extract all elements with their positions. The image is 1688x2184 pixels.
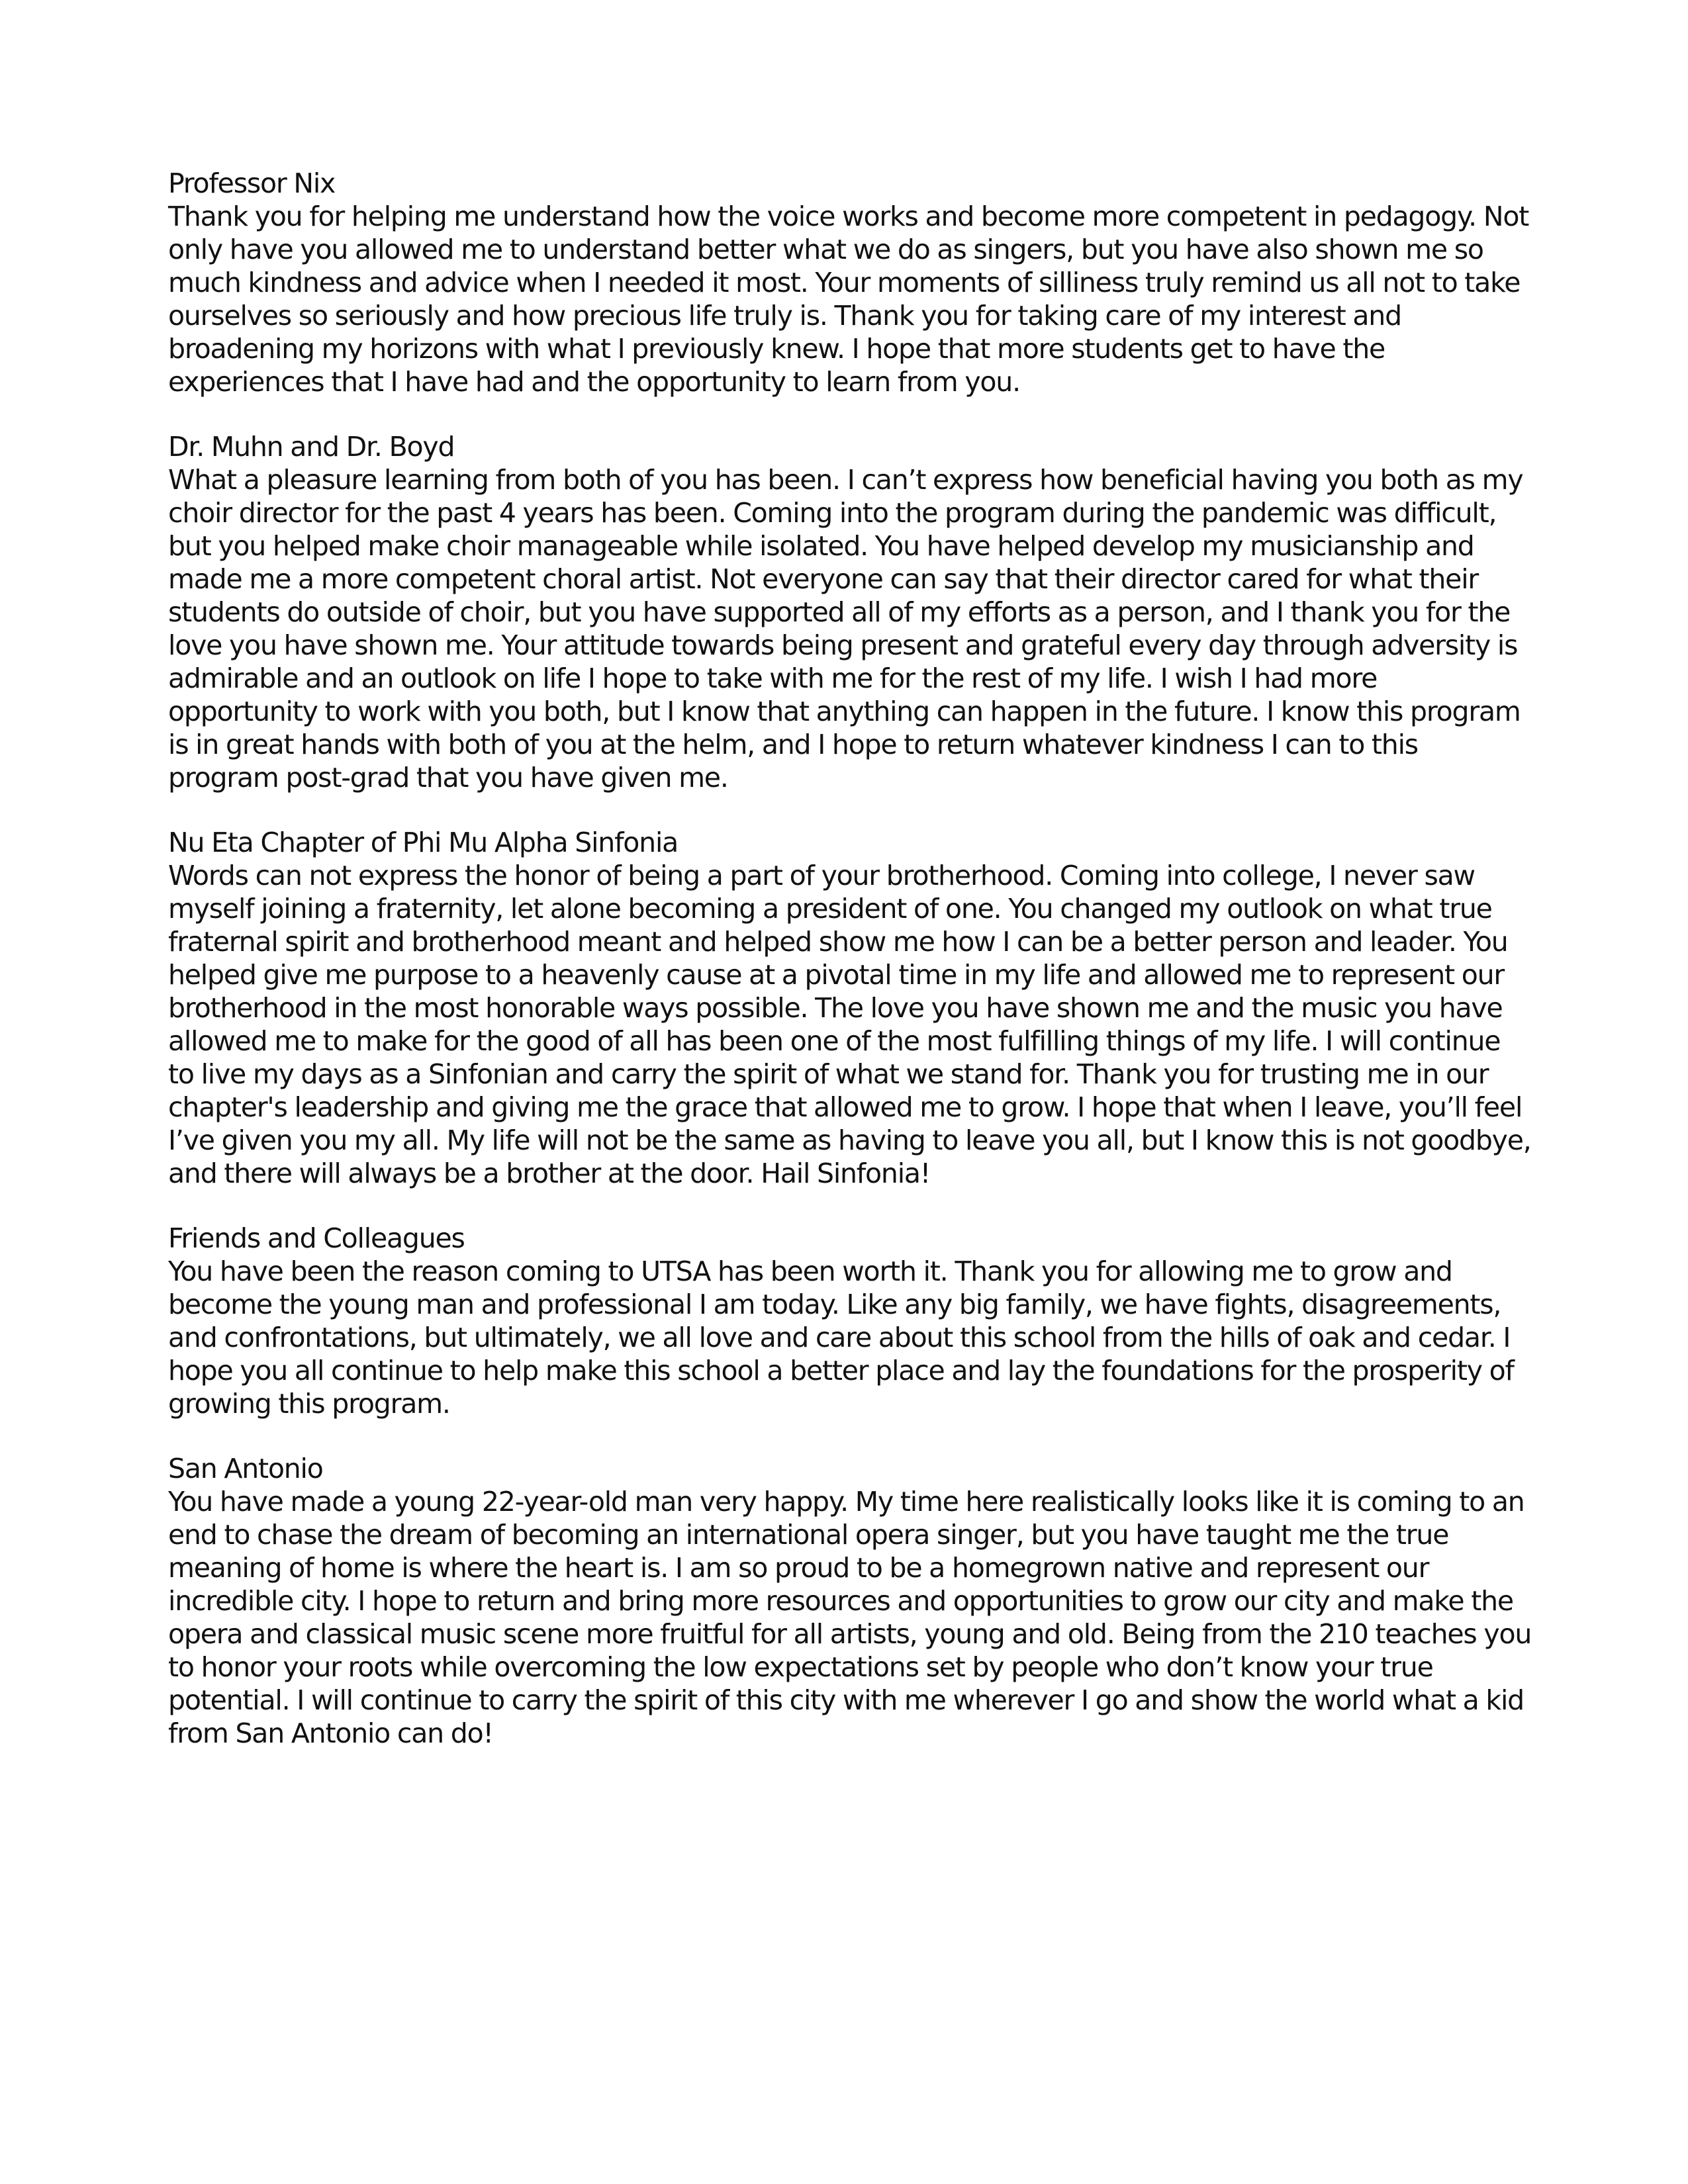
section-body: What a pleasure learning from both of you has been. I can’t express how beneficial having you both as my choir director for the past 4 years has been. Coming into the program during the pandemic was difficult, but you helped make choir manageable while isolated. You have helped develop my musicianship and made me a more competent choral artist. Not everyone can say that their director cared for what their students do outside of choir, but you have supported all of my efforts as a person, and I thank you for the love you have shown me. Your attitude towards being present and grateful every day through adversity is admirable and an outlook on life I hope to take with me for the rest of my life. I wish I had more opportunity to work with you both, but I know that anything can happen in the future. I know this program is in great hands with both of you at the helm, and I hope to return whatever kindness I can to this program post-grad that you have given me. bbox=[168, 464, 1523, 794]
section-san-antonio bbox=[168, 1452, 1532, 1750]
section-body: You have made a young 22-year-old man very happy. My time here realistically looks like it is coming to an end to chase the dream of becoming an international opera singer, but you have taught me the true meaning of home is where the heart is. I am so proud to be a homegrown native and represent our incredible city. I hope to return and bring more resources and opportunities to grow our city and make the opera and classical music scene more fruitful for all artists, young and old. Being from the 210 teaches you to honor your roots while overcoming the low expectations set by people who don’t know your true potential. I will continue to carry the spirit of this city with me wherever I go and show the world what a kid from San Antonio can do! bbox=[168, 1486, 1532, 1749]
section-body: Words can not express the honor of being a part of your brotherhood. Coming into college, I never saw myself joining a fraternity, let alone becoming a president of one. You changed my outlook on what true fraternal spirit and brotherhood meant and helped show me how I can be a better person and leader. You helped give me purpose to a heavenly cause at a pivotal time in my life and allowed me to represent our brotherhood in the most honorable ways possible. The love you have shown me and the music you have allowed me to make for the good of all has been one of the most fulfilling things of my life. I will continue to live my days as a Sinfonian and carry the spirit of what we stand for. Thank you for trusting me in our chapter's leadership and giving me the grace that allowed me to grow. I hope that when I leave, you’ll feel I’ve given you my all. My life will not be the same as having to leave you all, but I know this is not goodbye, and there will always be a brother at the door. Hail Sinfonia! bbox=[168, 860, 1531, 1189]
section-body: You have been the reason coming to UTSA has been worth it. Thank you for allowing me to grow and become the young man and professional I am today. Like any big family, we have fights, disagreements, and confrontations, but ultimately, we all love and care about this school from the hills of oak and cedar. I hope you all continue to help make this school a better place and lay the foundations for the prosperity of growing this program. bbox=[168, 1255, 1514, 1420]
section-heading: Professor Nix bbox=[168, 167, 336, 199]
section-professor-nix bbox=[168, 167, 1532, 398]
section-heading: Friends and Colleagues bbox=[168, 1222, 465, 1254]
section-heading: Dr. Muhn and Dr. Boyd bbox=[168, 431, 455, 463]
section-friends-colleagues bbox=[168, 1222, 1532, 1420]
section-heading: Nu Eta Chapter of Phi Mu Alpha Sinfonia bbox=[168, 827, 679, 858]
section-heading: San Antonio bbox=[168, 1453, 323, 1484]
section-dr-muhn-dr-boyd bbox=[168, 430, 1532, 794]
section-nu-eta-chapter bbox=[168, 826, 1532, 1190]
document-page bbox=[168, 167, 1532, 1782]
section-body: Thank you for helping me understand how the voice works and become more competent in pedagogy. Not only have you allowed me to understand better what we do as singers, but you have also shown me so much kindness and advice when I needed it most. Your moments of silliness truly remind us all not to take ourselves so seriously and how precious life truly is. Thank you for taking care of my interest and broadening my horizons with what I previously knew. I hope that more students get to have the experiences that I have had and the opportunity to learn from you. bbox=[168, 201, 1529, 398]
